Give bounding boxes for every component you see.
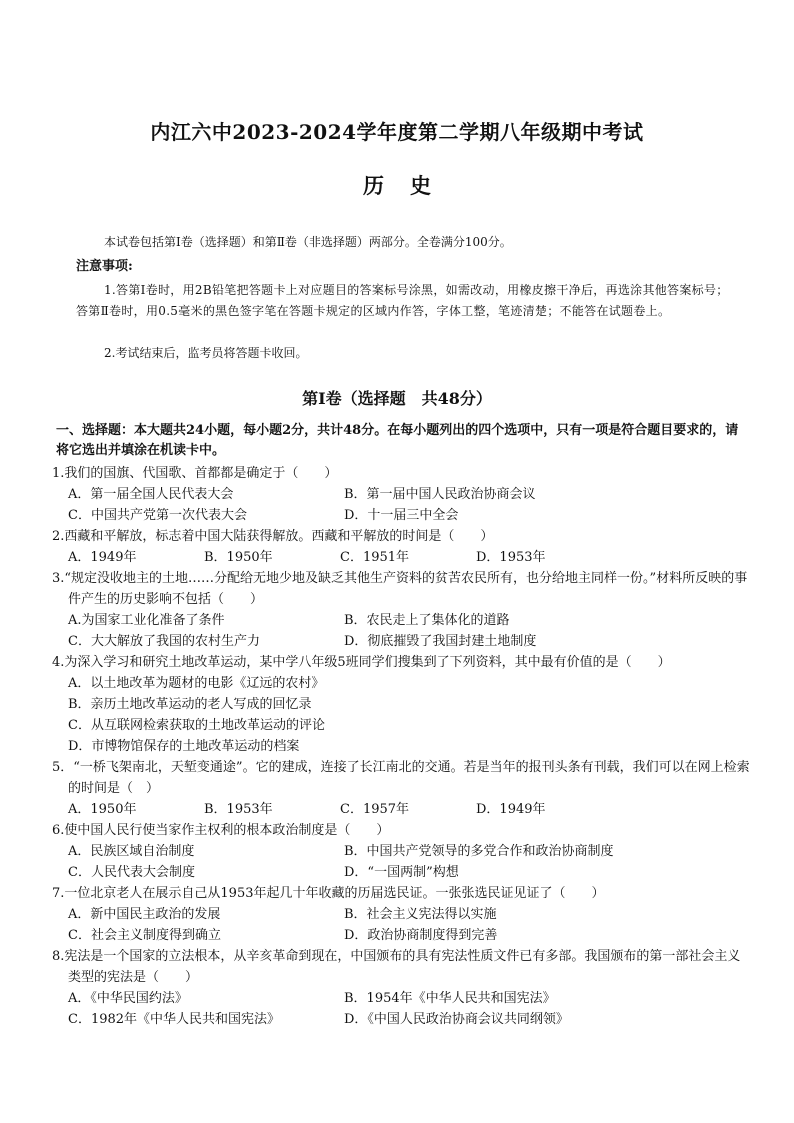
question-list — [52, 463, 752, 1030]
option-a: A．1950年 — [68, 802, 137, 817]
option-d: D．1953年 — [476, 550, 546, 565]
option-c: C．1957年 — [340, 802, 410, 817]
option-list — [52, 988, 752, 1030]
option-c: C．1951年 — [340, 550, 410, 565]
option-d: D．政治协商制度得到完善 — [344, 928, 498, 943]
question-6 — [52, 820, 752, 883]
section-title: 第Ⅰ卷（选择题 共48分） — [302, 389, 492, 408]
question-8 — [52, 946, 752, 1030]
question-stem: 1.我们的国旗、代国歌、首都都是确定于（ ） — [52, 466, 338, 481]
option-a: A．第一届全国人民代表大会 — [68, 487, 234, 502]
option-d: D．《中国人民政治协商会议共同纲领》 — [344, 1012, 569, 1027]
option-list — [52, 841, 752, 883]
option-a: A．1949年 — [68, 550, 137, 565]
question-stem: 6.使中国人民行使当家作主权利的根本政治制度是（ ） — [52, 823, 390, 838]
option-a: A．新中国民主政治的发展 — [68, 907, 221, 922]
question-stem: 4.为深入学习和研究土地改革运动，某中学八年级5班同学们搜集到了下列资料，其中最有价值的是（ ） — [52, 655, 671, 670]
notice-rule-2: 2.考试结束后，监考员将答题卡收回。 — [104, 346, 308, 360]
question-stem: 8.宪法是一个国家的立法根本，从辛亥革命到现在，中国颁布的具有宪法性质文件已有多部。我国颁布的第一部社会主义类型的宪法是（ ） — [52, 949, 741, 985]
option-d: D．彻底摧毁了我国封建土地制度 — [344, 634, 537, 649]
option-b: B．亲历土地改革运动的老人写成的回忆录 — [68, 697, 312, 712]
question-2 — [52, 526, 752, 568]
option-c: C．从互联网检索获取的土地改革运动的评论 — [68, 718, 325, 733]
exam-intro: 本试卷包括第Ⅰ卷（选择题）和第Ⅱ卷（非选择题）两部分。全卷满分100分。 — [104, 235, 512, 249]
option-a: A．以土地改革为题材的电影《辽远的农村》 — [68, 676, 325, 691]
notice-rule-1: 1.答第Ⅰ卷时，用2B铅笔把答题卡上对应题目的答案标号涂黑，如需改动，用橡皮擦干净后，再选涂其他答案标号；答第Ⅱ卷时，用0.5毫米的黑色签字笔在答题卡规定的区域内作答，字体工整，笔迹清楚；不能答在试题卷上。 — [76, 283, 729, 318]
question-4 — [52, 652, 752, 757]
option-d: D．1949年 — [476, 802, 546, 817]
question-stem: 2.西藏和平解放，标志着中国大陆获得解放。西藏和平解放的时间是（ ） — [52, 529, 494, 544]
question-1 — [52, 463, 752, 526]
question-stem: 7.一位北京老人在展示自己从1953年起几十年收藏的历届选民证。一张张选民证见证了（ ） — [52, 886, 605, 901]
option-list — [52, 799, 752, 820]
option-list — [52, 673, 752, 757]
option-d: D．十一届三中全会 — [344, 508, 459, 523]
option-b: B．农民走上了集体化的道路 — [344, 613, 510, 628]
option-list — [52, 484, 752, 526]
option-c: C．大大解放了我国的农村生产力 — [68, 634, 260, 649]
section-instructions: 一、选择题：本大题共24小题，每小题2分，共计48分。在每小题列出的四个选项中，只有一项是符合题目要求的，请将它选出并填涂在机读卡中。 — [56, 423, 739, 458]
option-c: C．1982年《中华人民共和国宪法》 — [68, 1012, 281, 1027]
option-b: B．第一届中国人民政治协商会议 — [344, 487, 536, 502]
option-list — [52, 547, 752, 568]
option-c: C．社会主义制度得到确立 — [68, 928, 221, 943]
option-c: C．人民代表大会制度 — [68, 865, 195, 880]
option-a: A．民族区域自治制度 — [68, 844, 195, 859]
option-b: B．1950年 — [204, 550, 273, 565]
question-3 — [52, 568, 752, 652]
option-a: A.为国家工业化准备了条件 — [68, 613, 225, 628]
option-d: D．“一国两制”构想 — [344, 865, 459, 880]
option-a: A．《中华民国约法》 — [68, 991, 188, 1006]
exam-title: 内江六中2023-2024学年度第二学期八年级期中考试 — [150, 120, 644, 144]
notice-title: 注意事项: — [76, 259, 133, 274]
subject-title: 历史 — [363, 173, 457, 198]
option-b: B．1953年 — [204, 802, 273, 817]
question-stem: 5．“一桥飞架南北，天堑变通途”。它的建成，连接了长江南北的交通。若是当年的报刊头条有刊载，我们可以在网上检索的时间是（ ） — [52, 760, 750, 796]
option-list — [52, 610, 752, 652]
option-d: D．市博物馆保存的土地改革运动的档案 — [68, 739, 300, 754]
question-stem: 3.“规定没收地主的土地……分配给无地少地及缺乏其他生产资料的贫苦农民所有，也分给地主同样一份。”材料所反映的事件产生的历史影响不包括（ ） — [52, 571, 748, 607]
option-b: B．中国共产党领导的多党合作和政治协商制度 — [344, 844, 614, 859]
option-b: B．社会主义宪法得以实施 — [344, 907, 497, 922]
option-list — [52, 904, 752, 946]
question-5 — [52, 757, 752, 820]
option-b: B．1954年《中华人民共和国宪法》 — [344, 991, 556, 1006]
question-7 — [52, 883, 752, 946]
option-c: C．中国共产党第一次代表大会 — [68, 508, 247, 523]
